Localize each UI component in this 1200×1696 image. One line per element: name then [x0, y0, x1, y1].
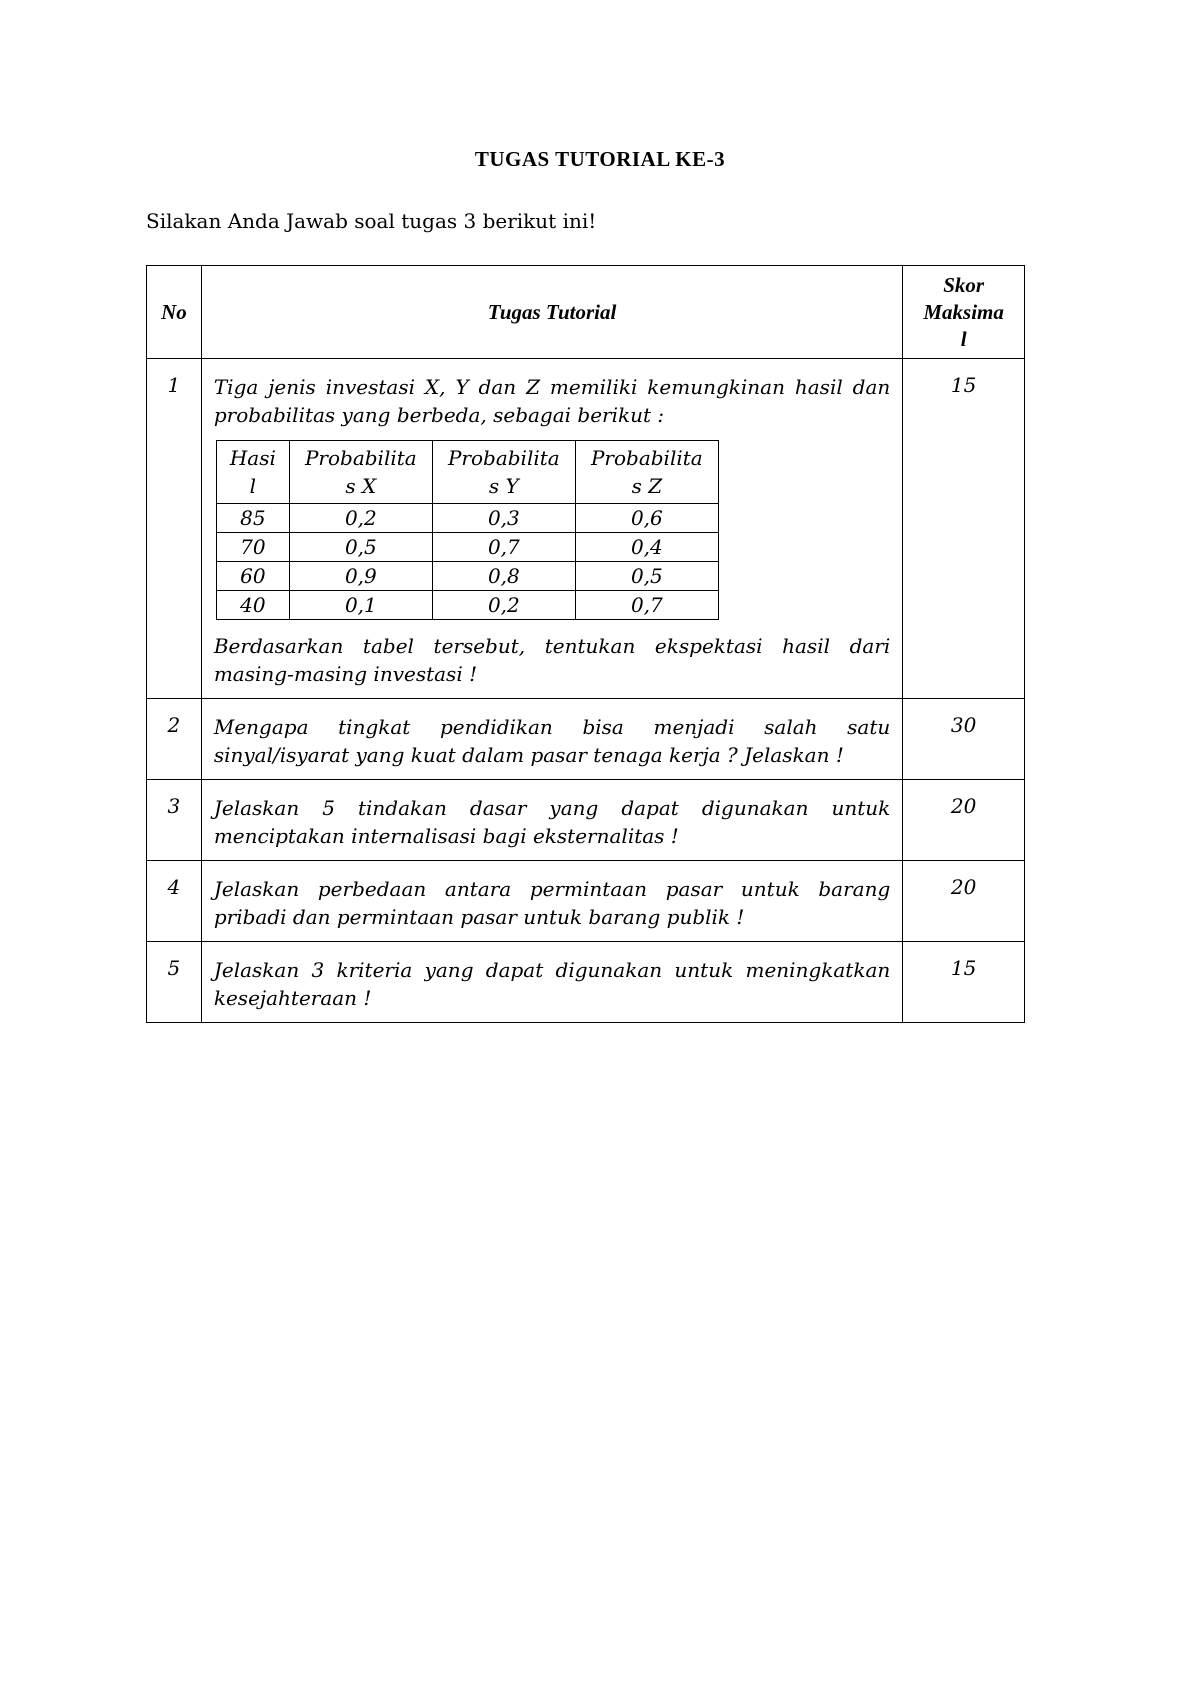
row-score: 30 — [903, 699, 1025, 780]
inner-header-cell: Hasi l — [216, 441, 289, 504]
inner-header-row — [216, 441, 718, 504]
row-number: 2 — [147, 699, 202, 780]
row-task: Jelaskan 3 kriteria yang dapat digunakan untuk meningkatkan kesejahteraan ! — [201, 942, 902, 1023]
inner-cell: 0,7 — [432, 533, 575, 562]
page-title: TUGAS TUTORIAL KE-3 — [474, 147, 726, 171]
table-row — [147, 699, 1025, 780]
inner-cell: 0,5 — [575, 562, 718, 591]
inner-cell: 85 — [216, 504, 289, 533]
inner-cell: 0,2 — [432, 591, 575, 620]
row-task: Mengapa tingkat pendidikan bisa menjadi salah satu sinyal/isyarat yang kuat dalam pasar tenaga kerja ? Jelaskan ! — [201, 699, 902, 780]
header-score-line2: Maksima — [923, 299, 1004, 324]
row-task: Jelaskan perbedaan antara permintaan pasar untuk barang pribadi dan permintaan pasar untuk barang publik ! — [201, 861, 902, 942]
table-header-row — [147, 266, 1025, 359]
row-score: 20 — [903, 780, 1025, 861]
intro-text: Silakan Anda Jawab soal tugas 3 berikut ini! — [146, 209, 597, 233]
inner-cell: 40 — [216, 591, 289, 620]
header-score-line3: l — [960, 326, 967, 351]
row-task-text: Tiga jenis investasi X, Y dan Z memiliki kemungkinan hasil dan probabilitas yang berbeda, sebagai berikut : — [213, 375, 891, 427]
table-row — [147, 942, 1025, 1023]
row-number: 3 — [147, 780, 202, 861]
header-score-line1: Skor — [943, 272, 985, 297]
inner-cell: 70 — [216, 533, 289, 562]
inner-table-row — [216, 591, 718, 620]
inner-table-row — [216, 562, 718, 591]
probability-table — [216, 440, 719, 620]
inner-cell: 0,7 — [575, 591, 718, 620]
task-table — [146, 265, 1025, 1023]
inner-cell: 0,6 — [575, 504, 718, 533]
table-row — [147, 861, 1025, 942]
row-score: 15 — [903, 942, 1025, 1023]
row-task — [201, 359, 902, 699]
inner-cell: 0,3 — [432, 504, 575, 533]
inner-header-cell: Probabilita s Z — [575, 441, 718, 504]
inner-table-row — [216, 533, 718, 562]
inner-header-cell: Probabilita s X — [289, 441, 432, 504]
row-score: 15 — [903, 359, 1025, 699]
row-score: 20 — [903, 861, 1025, 942]
inner-cell: 0,5 — [289, 533, 432, 562]
inner-cell: 60 — [216, 562, 289, 591]
header-score — [903, 266, 1025, 359]
inner-cell: 0,2 — [289, 504, 432, 533]
inner-cell: 0,9 — [289, 562, 432, 591]
table-row — [147, 359, 1025, 699]
header-task: Tugas Tutorial — [201, 266, 902, 359]
inner-cell: 0,4 — [575, 533, 718, 562]
row-task: Jelaskan 5 tindakan dasar yang dapat digunakan untuk menciptakan internalisasi bagi eksternalitas ! — [201, 780, 902, 861]
inner-cell: 0,8 — [432, 562, 575, 591]
row-number: 1 — [147, 359, 202, 699]
table-row — [147, 780, 1025, 861]
row-task-followup: Berdasarkan tabel tersebut, tentukan ekspektasi hasil dari masing-masing investasi ! — [213, 634, 891, 686]
inner-table-row — [216, 504, 718, 533]
inner-cell: 0,1 — [289, 591, 432, 620]
row-number: 4 — [147, 861, 202, 942]
header-no: No — [147, 266, 202, 359]
row-number: 5 — [147, 942, 202, 1023]
inner-header-cell: Probabilita s Y — [432, 441, 575, 504]
